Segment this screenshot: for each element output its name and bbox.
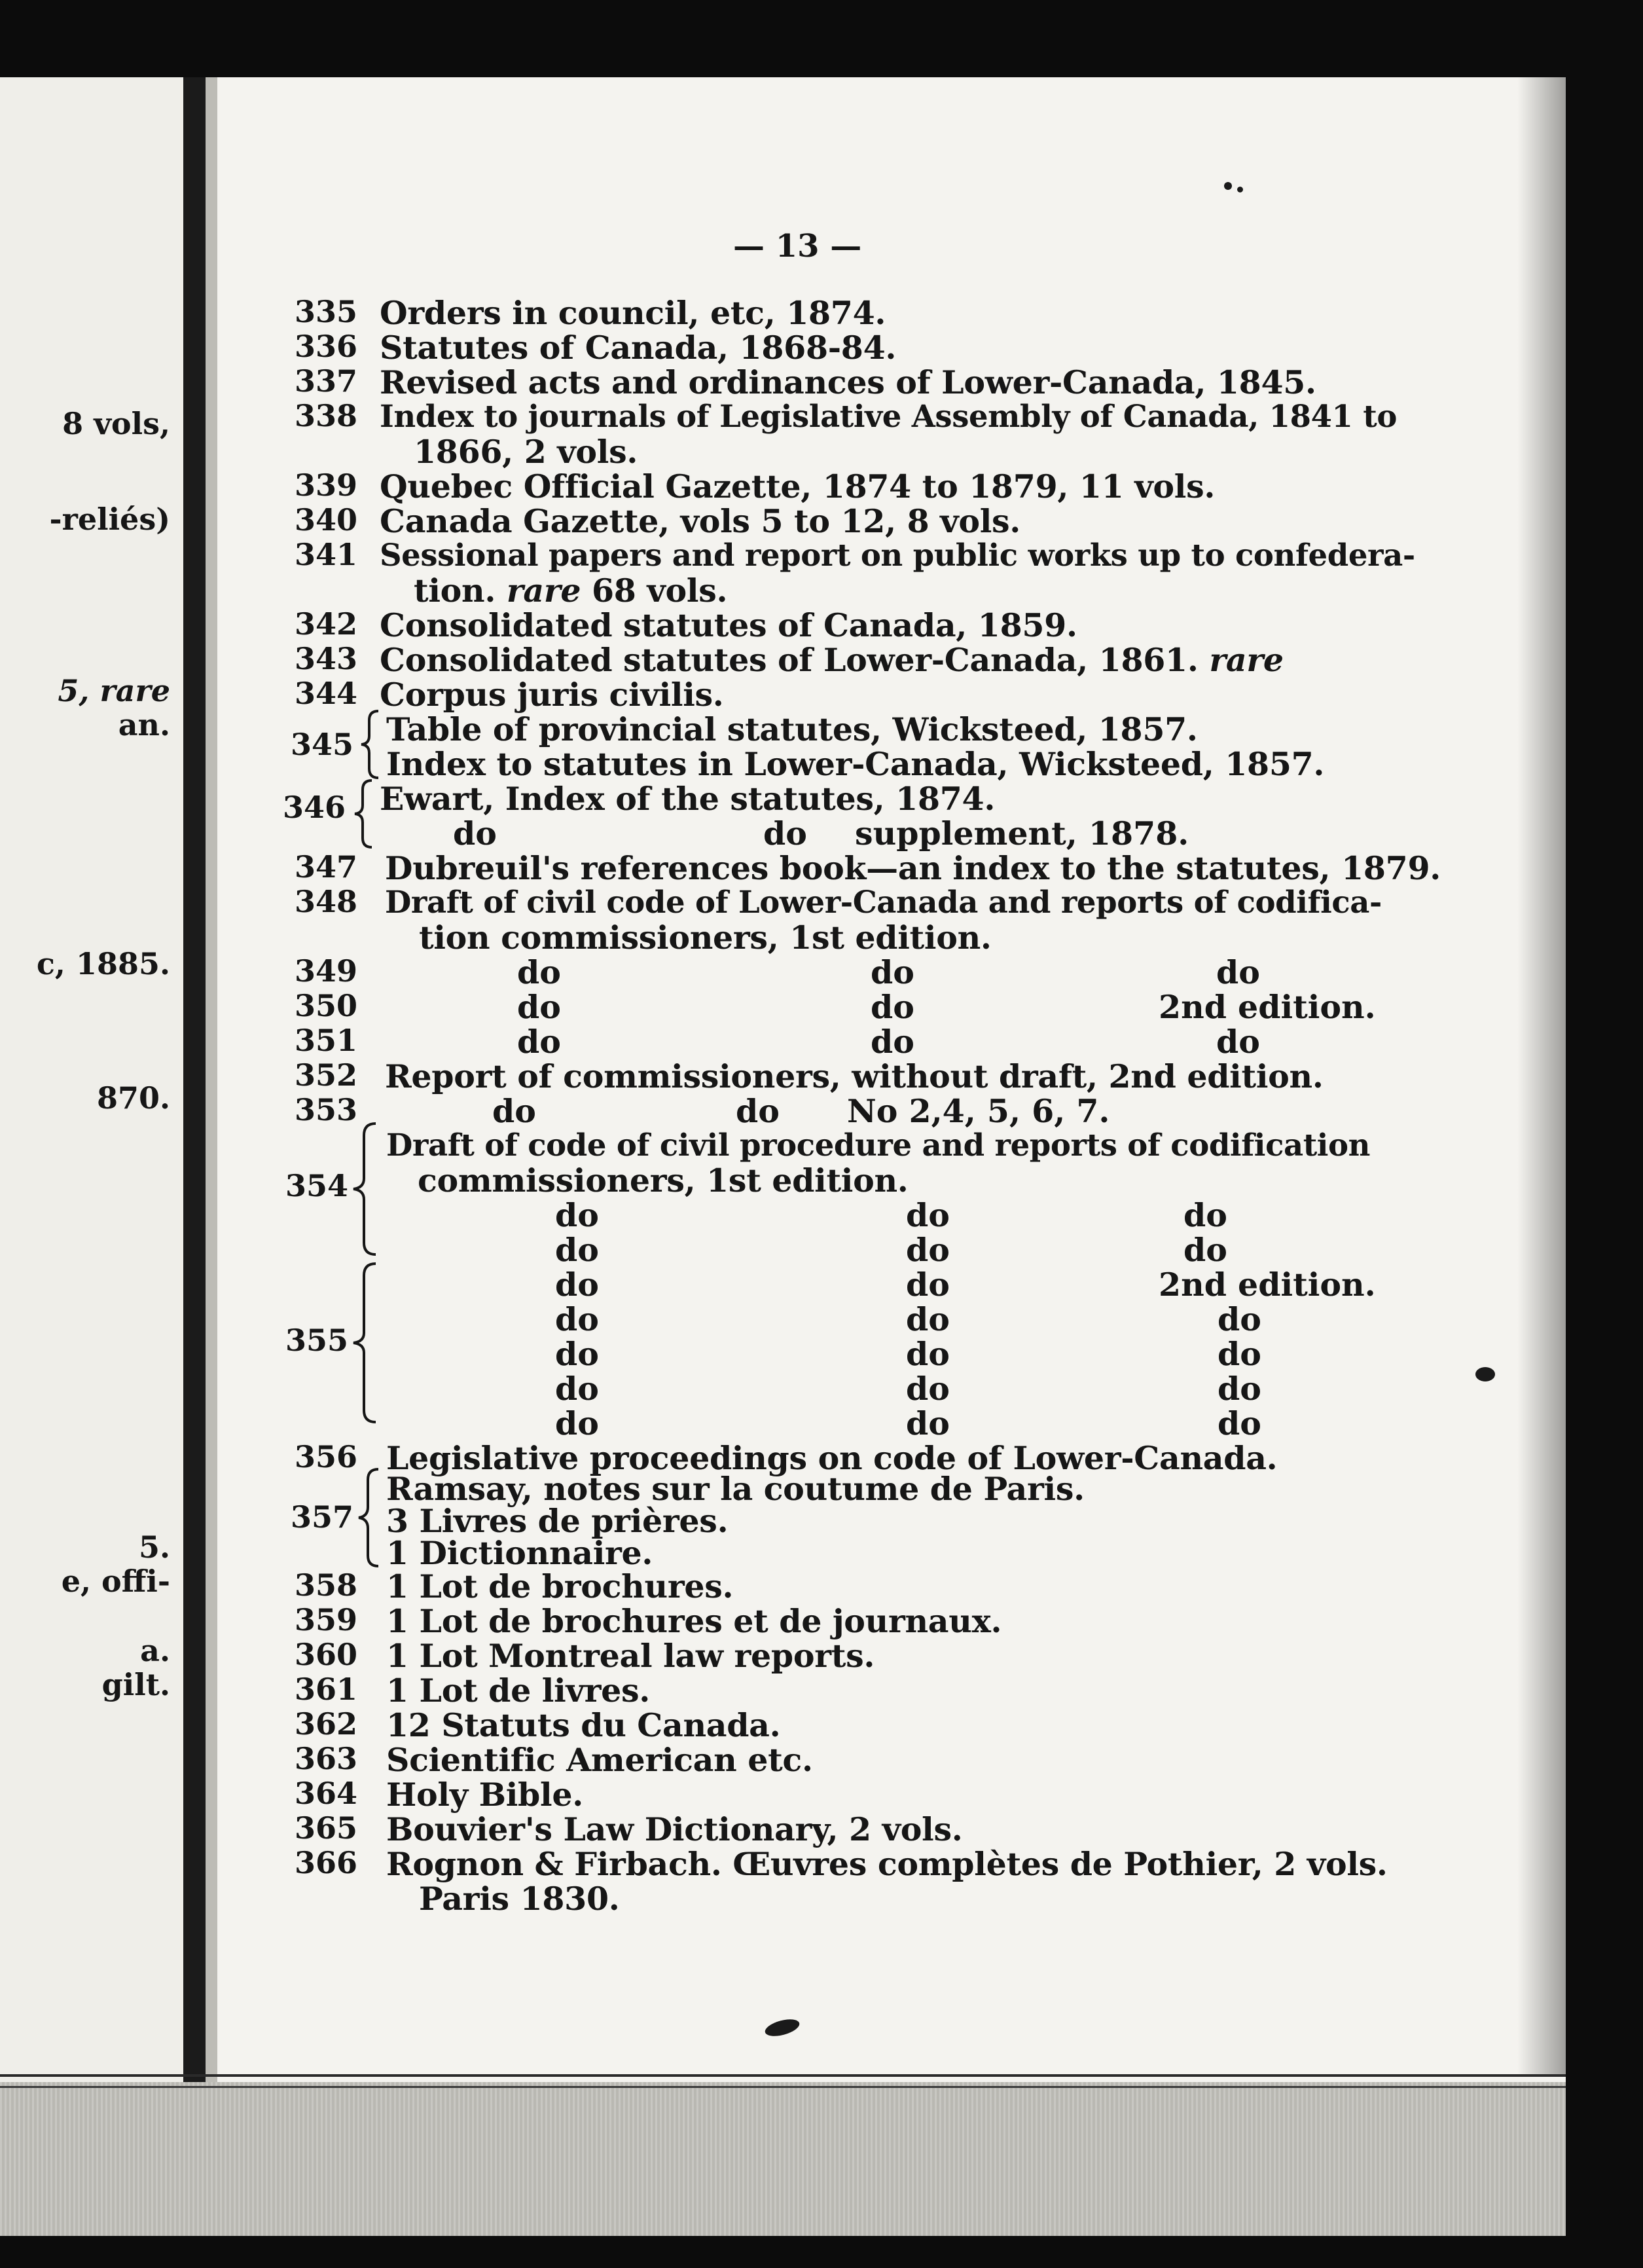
entry-text: Rognon & Firbach. Œuvres complètes de Pothier, 2 vols.: [386, 1845, 1388, 1883]
brace: [351, 1261, 380, 1425]
page-bottom-band: [0, 2082, 1566, 2236]
prev-line: a.: [140, 1633, 170, 1668]
ink-speck: [1237, 187, 1243, 192]
rare-note: rare: [1209, 641, 1284, 679]
ditto-mark: do: [871, 1023, 914, 1061]
ditto-mark: do: [555, 1404, 599, 1442]
scan-border-right: [1566, 0, 1643, 2268]
ditto-mark: do: [906, 1335, 950, 1373]
entry-text: Ewart, Index of the statutes, 1874.: [380, 780, 996, 818]
entry-text: supplement, 1878.: [855, 814, 1189, 852]
binding-gutter: [183, 77, 206, 2159]
ditto-mark: do: [906, 1266, 950, 1304]
entry-number: 348: [294, 884, 357, 919]
entry-number: 361: [294, 1672, 357, 1707]
brace: [356, 1467, 382, 1569]
entry-number: 341: [294, 537, 357, 572]
entry-number: 344: [294, 676, 357, 711]
ditto-mark: do: [1218, 1404, 1261, 1442]
entry-number: 335: [294, 294, 357, 329]
entry-text: 1 Lot Montreal law reports.: [386, 1637, 875, 1675]
ditto-mark: do: [906, 1196, 950, 1234]
entry-text-continued: [414, 572, 727, 610]
ditto-mark: do: [492, 1092, 536, 1130]
entry-text: Index to statutes in Lower-Canada, Wicksteed, 1857.: [386, 745, 1325, 783]
ditto-mark: do: [555, 1370, 599, 1408]
prev-line: e, offi-: [61, 1564, 170, 1599]
entry-number: 355: [285, 1323, 348, 1358]
bottom-rule: [0, 2074, 1566, 2077]
rare-note: rare: [506, 572, 581, 610]
entry-text-continued: commissioners, 1st edition.: [418, 1161, 909, 1199]
entry-text-continued: 1866, 2 vols.: [414, 433, 638, 471]
ditto-mark: do: [871, 953, 914, 991]
entry-text: Table of provincial statutes, Wicksteed, 1857.: [386, 710, 1198, 748]
scan-border-bottom: [0, 2236, 1643, 2268]
entry-number: 363: [294, 1741, 357, 1776]
entry-text: Report of commissioners, without draft, 2nd edition.: [385, 1057, 1324, 1095]
brace: [359, 708, 382, 780]
entry-text: No 2,4, 5, 6, 7.: [847, 1092, 1110, 1130]
entry-number: 364: [294, 1776, 357, 1811]
ink-speck: [763, 2016, 801, 2039]
entry-text-part: 68 vols.: [592, 572, 728, 610]
prev-line: 870.: [96, 1080, 170, 1116]
entry-number: 336: [294, 329, 357, 364]
entry-number: 354: [285, 1168, 348, 1203]
entry-number: 366: [294, 1845, 357, 1880]
entry-text: 1 Dictionnaire.: [386, 1534, 653, 1572]
entry-text: Sessional papers and report on public works up to confedera-: [380, 537, 1415, 573]
prev-line: an.: [118, 707, 170, 742]
entry-text: [380, 641, 1284, 679]
ditto-mark: do: [736, 1092, 780, 1130]
prev-line: -reliés): [49, 502, 170, 537]
ditto-mark: do: [517, 1023, 561, 1061]
entry-text: Draft of code of civil procedure and reports of codification: [386, 1127, 1371, 1163]
entry-text: Corpus juris civilis.: [380, 676, 724, 714]
entry-number: 359: [294, 1602, 357, 1637]
entry-number: 358: [294, 1567, 357, 1603]
entry-text: Holy Bible.: [386, 1776, 583, 1814]
entry-text: 2nd edition.: [1159, 988, 1376, 1026]
entry-text: Orders in council, etc, 1874.: [380, 294, 886, 332]
entry-number: 357: [290, 1499, 353, 1535]
entry-number: 365: [294, 1810, 357, 1846]
ditto-mark: do: [555, 1196, 599, 1234]
prev-line: 8 vols,: [62, 406, 170, 441]
ditto-mark: do: [763, 814, 807, 852]
ditto-mark: do: [1216, 1023, 1260, 1061]
prev-line: gilt.: [101, 1667, 170, 1702]
page-number: — 13 —: [733, 228, 862, 265]
entry-text: Statutes of Canada, 1868-84.: [380, 329, 897, 367]
entry-text-continued: Paris 1830.: [419, 1880, 620, 1918]
entry-text: 3 Livres de prières.: [386, 1502, 729, 1540]
entry-number: 337: [294, 363, 357, 399]
entry-number: 345: [290, 727, 353, 762]
entry-text: Draft of civil code of Lower-Canada and reports of codifica-: [385, 884, 1382, 920]
ditto-mark: do: [555, 1300, 599, 1338]
entry-text-continued: tion commissioners, 1st edition.: [419, 919, 992, 957]
entry-text: 1 Lot de brochures et de journaux.: [386, 1602, 1002, 1640]
entry-number: 353: [294, 1092, 357, 1127]
ink-speck: [1224, 182, 1232, 190]
ditto-mark: do: [1218, 1335, 1261, 1373]
ditto-mark: do: [453, 814, 497, 852]
entry-text: Index to journals of Legislative Assembly of Canada, 1841 to: [380, 398, 1397, 434]
entry-number: 346: [282, 790, 346, 825]
entry-text: Legislative proceedings on code of Lower-Canada.: [386, 1439, 1278, 1477]
bottom-rule-second: [0, 2086, 1566, 2088]
entry-text: 1 Lot de livres.: [386, 1672, 651, 1710]
entry-number: 356: [294, 1439, 357, 1474]
entry-text-part: tion.: [414, 572, 496, 610]
ditto-mark: do: [517, 988, 561, 1026]
ditto-mark: do: [555, 1266, 599, 1304]
brace: [352, 778, 376, 850]
prev-line: 5.: [138, 1529, 170, 1565]
ditto-mark: do: [1216, 953, 1260, 991]
entry-text: Quebec Official Gazette, 1874 to 1879, 11 vols.: [380, 467, 1216, 505]
entry-text: Canada Gazette, vols 5 to 12, 8 vols.: [380, 502, 1021, 540]
prev-line: c, 1885.: [36, 946, 170, 981]
ditto-mark: do: [517, 953, 561, 991]
ditto-mark: do: [906, 1370, 950, 1408]
scan-border-top: [0, 0, 1643, 77]
entry-number: 340: [294, 502, 357, 538]
ditto-mark: do: [555, 1231, 599, 1269]
ditto-mark: do: [1183, 1196, 1227, 1234]
entry-text: Scientific American etc.: [386, 1741, 813, 1779]
ink-speck: [1475, 1367, 1495, 1381]
entry-number: 342: [294, 606, 357, 642]
entry-text: 1 Lot de brochures.: [386, 1567, 734, 1605]
entry-number: 352: [294, 1057, 357, 1093]
entry-text: 12 Statuts du Canada.: [386, 1706, 781, 1744]
ditto-mark: do: [906, 1404, 950, 1442]
previous-page-strip: [0, 77, 196, 2159]
entry-text: 2nd edition.: [1159, 1266, 1376, 1304]
entry-number: 343: [294, 641, 357, 676]
entry-number: 338: [294, 398, 357, 433]
ditto-mark: do: [1218, 1370, 1261, 1408]
gutter-edge: [206, 77, 217, 2159]
ditto-mark: do: [906, 1300, 950, 1338]
entry-number: 360: [294, 1637, 357, 1672]
brace: [351, 1121, 380, 1257]
entry-number: 339: [294, 467, 357, 503]
entry-text: Dubreuil's references book—an index to the statutes, 1879.: [385, 849, 1441, 887]
entry-number: 347: [294, 849, 357, 885]
entry-number: 349: [294, 953, 357, 989]
entry-number: 362: [294, 1706, 357, 1742]
ditto-mark: do: [555, 1335, 599, 1373]
ditto-mark: do: [1183, 1231, 1227, 1269]
entry-text-part: Consolidated statutes of Lower-Canada, 1861.: [380, 641, 1199, 679]
entry-number: 351: [294, 1023, 357, 1058]
ditto-mark: do: [906, 1231, 950, 1269]
ditto-mark: do: [1218, 1300, 1261, 1338]
entry-text: Revised acts and ordinances of Lower-Canada, 1845.: [380, 363, 1316, 401]
entry-text: Consolidated statutes of Canada, 1859.: [380, 606, 1077, 644]
ditto-mark: do: [871, 988, 914, 1026]
page-edge-shadow: [1517, 77, 1566, 2074]
prev-line: 5, rare: [58, 673, 170, 708]
entry-number: 350: [294, 988, 357, 1023]
entry-text: Ramsay, notes sur la coutume de Paris.: [386, 1470, 1085, 1508]
entry-text: Bouvier's Law Dictionary, 2 vols.: [386, 1810, 963, 1848]
